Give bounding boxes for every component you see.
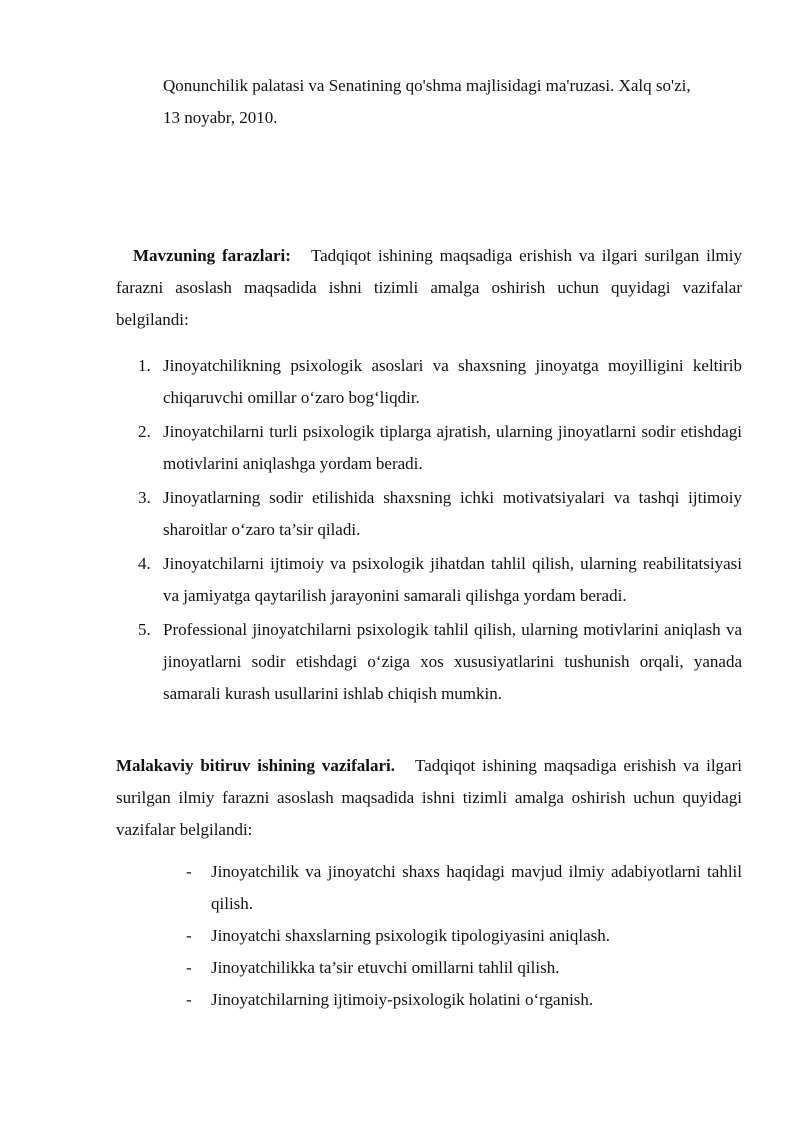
list-item-number: 3. [138, 488, 151, 507]
hypotheses-paragraph [116, 240, 742, 336]
list-item-text: Jinoyatlarning sodir etilishida shaxsning ichki motivatsiyalari va tashqi ijtimoiy sharoitlar o‘zaro ta’sir qiladi. [163, 488, 742, 539]
tasks-heading: Malakaviy bitiruv ishining vazifalari. [116, 756, 396, 775]
list-item-number: 1. [138, 356, 151, 375]
list-item [186, 920, 742, 952]
list-item-text: Jinoyatchilarni ijtimoiy va psixologik jihatdan tahlil qilish, ularning reabilitatsiyasi va jamiyatga qaytarilish jarayonini samarali qilishga yordam beradi. [163, 554, 742, 605]
reference-line-2: 13 noyabr, 2010. [163, 108, 278, 127]
list-item [116, 614, 742, 710]
list-item-text: Jinoyatchilarni turli psixologik tiplarga ajratish, ularning jinoyatlarni sodir etishdagi motivlarini aniqlashga yordam beradi. [163, 422, 742, 473]
list-item-number: 2. [138, 422, 151, 441]
hypotheses-list [116, 350, 742, 712]
list-item-text: Professional jinoyatchilarni psixologik tahlil qilish, ularning motivlarini aniqlash va jinoyatlarni sodir etishdagi o‘ziga xos xususiyatlarini tushunish orqali, yanada samarali kurash usullarini ishlab chiqish mumkin. [163, 620, 742, 703]
list-item [116, 482, 742, 546]
list-item-text: Jinoyatchilik va jinoyatchi shaxs haqidagi mavjud ilmiy adabiyotlarni tahlil qilish. [211, 862, 742, 913]
tasks-paragraph [116, 750, 742, 846]
list-item-text: Jinoyatchilarning ijtimoiy-psixologik holatini o‘rganish. [211, 990, 594, 1009]
list-item [186, 856, 742, 920]
list-item [116, 350, 742, 414]
list-item [116, 416, 742, 480]
list-bullet: - [186, 862, 192, 881]
list-item-number: 5. [138, 620, 151, 639]
hypotheses-heading: Mavzuning farazlari: [133, 246, 291, 265]
list-bullet: - [186, 926, 192, 945]
list-item [186, 952, 742, 984]
reference-line-1: Qonunchilik palatasi va Senatining qo'shma majlisidagi ma'ruzasi. Xalq so'zi, [163, 76, 691, 95]
reference-citation [163, 70, 743, 134]
list-bullet: - [186, 958, 192, 977]
list-item-text: Jinoyatchi shaxslarning psixologik tipologiyasini aniqlash. [211, 926, 610, 945]
hypotheses-intro: Tadqiqot ishining maqsadiga erishish va ilgari surilgan ilmiy farazni asoslash maqsadida ishni tizimli amalga oshirish uchun quyidagi vazifalar belgilandi: [116, 246, 742, 329]
list-item [186, 984, 742, 1016]
list-bullet: - [186, 990, 192, 1009]
list-item-text: Jinoyatchilikning psixologik asoslari va shaxsning jinoyatga moyilligini keltirib chiqaruvchi omillar o‘zaro bog‘liqdir. [163, 356, 742, 407]
tasks-intro: Tadqiqot ishining maqsadiga erishish va ilgari surilgan ilmiy farazni asoslash maqsadida ishni tizimli amalga oshirish uchun quyidagi vazifalar belgilandi: [116, 756, 742, 839]
list-item-number: 4. [138, 554, 151, 573]
tasks-list [186, 856, 742, 1016]
list-item-text: Jinoyatchilikka ta’sir etuvchi omillarni tahlil qilish. [211, 958, 560, 977]
list-item [116, 548, 742, 612]
